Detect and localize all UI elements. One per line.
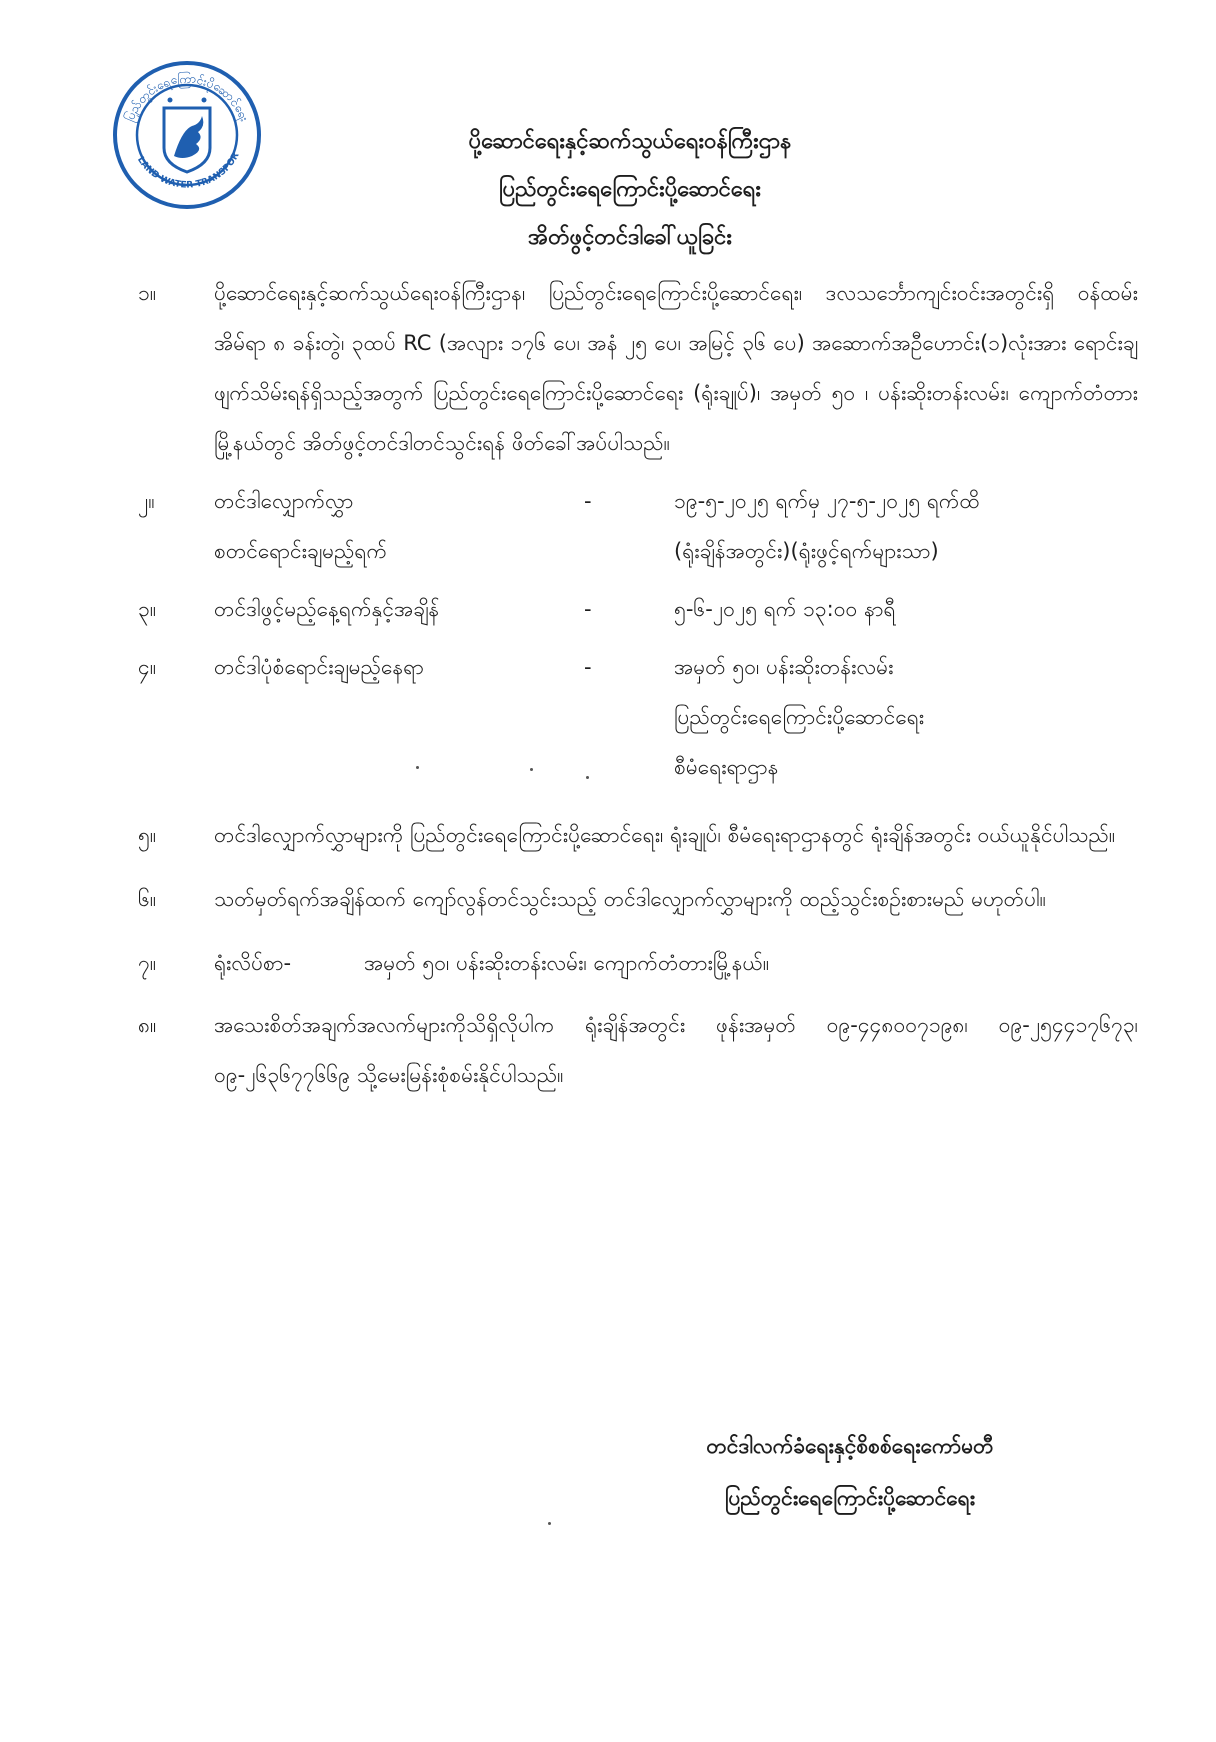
paragraph-text: တင်ဒါလျှောက်လွှာများကို ပြည်တွင်းရေကြောင်းပို့ဆောင်ရေး၊ ရုံးချုပ်၊ စီမံရေးရာဌာနတွင် ရုံးချိန်အတွင်း ဝယ်ယူနိုင်ပါသည်။: [214, 823, 1116, 847]
item-application-sale-period: [138, 476, 1138, 576]
separator-dash: -: [584, 655, 592, 679]
item-number: ၃။: [138, 597, 157, 621]
notice-body: [138, 268, 1138, 1100]
department-title: ပြည်တွင်းရေကြောင်းပို့ဆောင်ရေး: [498, 177, 762, 202]
paragraph-6: [138, 874, 1138, 924]
label-line: တင်ဒါလျှောက်လွှာ: [214, 489, 354, 513]
signature-block: [640, 1420, 1060, 1524]
paragraph-5: [138, 810, 1138, 860]
item-number: ၆။: [138, 887, 157, 911]
address-value: အမှတ် ၅၀၊ ပန်းဆိုးတန်းလမ်း၊ ကျောက်တံတားမြို့နယ်။: [364, 951, 770, 975]
seal-ring-text: ပြည်တွင်းရေကြောင်းပို့ဆောင်ရေး: [122, 71, 252, 124]
value-line: (ရုံးချိန်အတွင်း)(ရုံးဖွင့်ရက်များသာ): [674, 539, 939, 563]
item-value: [674, 642, 1138, 792]
item-value: ၅-၆-၂၀၂၅ ရက် ၁၃:၀၀ နာရီ: [674, 597, 896, 621]
value-line: ပြည်တွင်းရေကြောင်းပို့ဆောင်ရေး: [674, 705, 925, 729]
paragraph-text: ပို့ဆောင်ရေးနှင့်ဆက်သွယ်ရေးဝန်ကြီးဌာန၊ ပြည်တွင်းရေကြောင်းပို့ဆောင်ရေး၊ ဒလသင်္ဘောကျင်းဝင်းအတွင်းရှိ ဝန်ထမ်းအိမ်ရာ ၈ ခန်းတွဲ၊ ၃ထပ် RC (အလျား ၁၇၆ ပေ၊ အနံ ၂၅ ပေ၊ အမြင့် ၃၆ ပေ) အဆောက်အဦဟောင်း(၁)လုံးအား ရောင်းချ ဖျက်သိမ်းရန်ရှိသည့်အတွက် ပြည်တွင်းရေကြောင်းပို့ဆောင်ရေး (ရုံးချုပ်)၊ အမှတ် ၅၀ ၊ ပန်းဆိုးတန်းလမ်း၊ ကျောက်တံတားမြို့နယ်တွင် အိတ်ဖွင့်တင်ဒါတင်သွင်းရန် ဖိတ်ခေါ်အပ်ပါသည်။: [214, 281, 1138, 455]
item-label: တင်ဒါဖွင့်မည့်နေ့ရက်နှင့်အချိန်: [214, 597, 440, 621]
item-number: ၁။: [138, 281, 157, 305]
scan-speck: [586, 776, 589, 779]
item-number: ၇။: [138, 951, 157, 975]
scan-speck: [530, 768, 533, 771]
item-label: [214, 476, 584, 576]
address-text: [214, 938, 1138, 988]
paragraph-text: သတ်မှတ်ရက်အချိန်ထက် ကျော်လွန်တင်သွင်းသည့် တင်ဒါလျှောက်လွှာများကို ထည့်သွင်းစဉ်းစားမည် မဟုတ်ပါ။: [214, 887, 1047, 911]
paragraph-text: အသေးစိတ်အချက်အလက်များကိုသိရှိလိုပါက ရုံးချိန်အတွင်း ဖုန်းအမှတ် ၀၉-၄၄၈၀၀၇၁၉၈၊ ၀၉-၂၅၄၄၁၇၆၇၃၊ ၀၉-၂၆၃၆၇၇၆၆၉ သို့မေးမြန်းစုံစမ်းနိုင်ပါသည်။: [214, 1013, 1138, 1087]
seal-english-text: LAND WATER TRANSPOR: [134, 151, 242, 191]
item-opening-date: [138, 584, 1138, 634]
item-number: ၅။: [138, 823, 157, 847]
ministry-title: ပို့ဆောင်ရေးနှင့်ဆက်သွယ်ရေးဝန်ကြီးဌာန: [468, 129, 792, 154]
paragraph-1: [138, 268, 1138, 468]
separator-dash: -: [584, 489, 592, 513]
notice-title: အိတ်ဖွင့်တင်ဒါခေါ်ယူခြင်း: [528, 225, 732, 250]
value-line: အမှတ် ၅၀၊ ပန်းဆိုးတန်းလမ်း: [674, 655, 894, 679]
scan-speck: [416, 766, 419, 769]
item-number: ၈။: [138, 1013, 157, 1037]
separator-dash: -: [584, 597, 592, 621]
item-number: ၂။: [138, 489, 155, 513]
item-sale-location: [138, 642, 1138, 792]
label-line: စတင်ရောင်းချမည့်ရက်: [214, 539, 388, 563]
item-number: ၄။: [138, 655, 157, 679]
seal-icon: [112, 60, 262, 210]
item-value: [674, 476, 1138, 576]
scan-speck: [548, 1522, 551, 1525]
paragraph-8-contact: [138, 1000, 1138, 1100]
paragraph-7-office-address: [138, 938, 1138, 988]
document-header: [300, 118, 960, 262]
address-label: ရုံးလိပ်စာ-: [214, 951, 292, 975]
value-line: ၁၉-၅-၂၀၂၅ ရက်မှ ၂၇-၅-၂၀၂၅ ရက်ထိ: [674, 489, 980, 513]
value-line: စီမံရေးရာဌာန: [674, 755, 779, 779]
department-name: ပြည်တွင်းရေကြောင်းပို့ဆောင်ရေး: [724, 1486, 976, 1510]
committee-name: တင်ဒါလက်ခံရေးနှင့်စိစစ်ရေးကော်မတီ: [706, 1434, 994, 1458]
item-label: တင်ဒါပုံစံရောင်းချမည့်နေရာ: [214, 655, 424, 679]
inland-water-transport-logo: [112, 60, 262, 210]
